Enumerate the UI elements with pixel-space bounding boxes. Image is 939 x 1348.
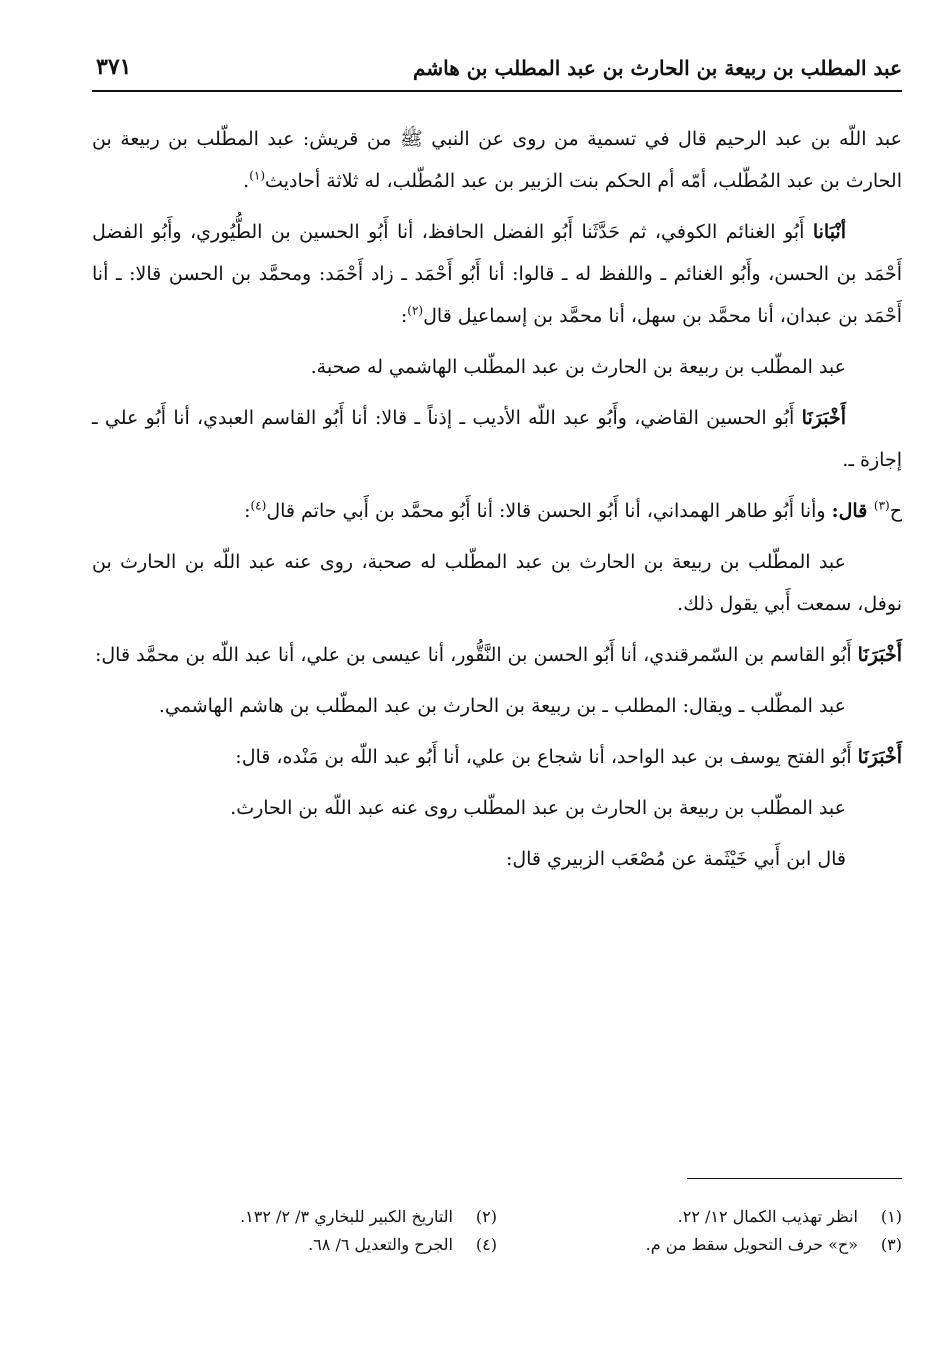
paragraph <box>92 838 902 880</box>
footnote-marker: (٤) <box>250 498 267 513</box>
chain-keyword: أَخْبَرَنَا <box>801 407 846 429</box>
page-number: ٣٧١ <box>96 54 132 80</box>
footnote-text: انظر تهذيب الكمال ١٢/ ٢٢. <box>677 1207 858 1226</box>
footnote-number: (١) <box>880 1207 902 1226</box>
paragraph-text: عبد المطّلب ـ ويقال: المطلب ـ بن ربيعة بن الحارث بن عبد المطّلب بن هاشم الهاشمي. <box>158 695 846 717</box>
paragraph-text: أَبُو الغنائم الكوفي، ثم حَدَّثَنا أَبُو الفضل الحافظ، أنا أَبُو الحسين بن الطُّيُوري، وأَبُو الفضل أَحْمَد بن الحسن، وأَبُو الغنائم ـ واللفظ له ـ قالوا: أنا أَبُو أَحْمَد ـ زاد أَحْمَد: ومحمَّد بن الحسن قالا: ـ أنا أَحْمَد بن عبدان، أنا محمَّد بن سهل، أنا محمَّد بن إسماعيل قال <box>92 221 902 327</box>
footnote-item <box>92 1203 497 1231</box>
paragraph <box>92 118 902 202</box>
header-title: عبد المطلب بن ربيعة بن الحارث بن عبد المطلب بن هاشم <box>413 56 902 80</box>
paragraph-text: عبد المطّلب بن ربيعة بن الحارث بن عبد المطّلب روى عنه عبد اللّه بن الحارث. <box>230 797 846 819</box>
paragraph-text: أَبُو الحسين القاضي، وأَبُو عبد اللّه الأديب ـ إذناً ـ قالا: أنا أَبُو القاسم العبدي، أنا أَبُو علي ـ إجازة ـ. <box>92 407 902 471</box>
paragraph-text: قال ابن أَبي خَيْثَمة عن مُصْعَب الزبيري قال: <box>505 848 846 870</box>
footnote-item <box>497 1231 902 1259</box>
footnote-text: الجرح والتعديل ٦/ ٦٨. <box>308 1235 453 1254</box>
paragraph <box>92 346 902 388</box>
paragraph <box>92 397 902 481</box>
paragraph <box>92 634 902 676</box>
paragraph <box>92 736 902 778</box>
paragraph-text: ح <box>889 500 902 522</box>
footnote-marker: (٣) <box>873 498 890 513</box>
footnote-number: (٤) <box>475 1235 497 1254</box>
paragraph-text: أَبُو القاسم بن السّمرقندي، أنا أَبُو الحسن بن النَّقُّور، أنا عيسى بن علي، أنا عبد اللّه بن محمَّد قال: <box>94 644 858 666</box>
paragraph-text: : <box>400 305 408 327</box>
footnote-list <box>92 1203 902 1259</box>
chain-keyword: أَخْبَرَنَا <box>857 644 902 666</box>
running-header <box>92 46 902 92</box>
paragraph <box>92 211 902 337</box>
paragraph-text: عبد المطّلب بن ربيعة بن الحارث بن عبد المطّلب الهاشمي له صحبة. <box>310 356 846 378</box>
footnote-separator <box>687 1178 902 1179</box>
paragraph-text: عبد المطّلب بن ربيعة بن الحارث بن عبد المطّلب له صحبة، روى عنه عبد اللّه بن الحارث بن نوفل، سمعت أَبي يقول ذلك. <box>92 551 902 615</box>
paragraph-text: . <box>243 170 250 192</box>
chain-keyword: قال: <box>831 500 874 522</box>
paragraph <box>92 787 902 829</box>
footnote-item <box>497 1203 902 1231</box>
footnote-text: «ح» حرف التحويل سقط من م. <box>645 1235 858 1254</box>
footnote-number: (٣) <box>880 1235 902 1254</box>
footnote-item <box>92 1231 497 1259</box>
paragraph <box>92 490 902 532</box>
paragraph-text: أَبُو الفتح يوسف بن عبد الواحد، أنا شجاع بن علي، أنا أَبُو عبد اللّه بن مَنْده، قال: <box>235 746 858 768</box>
footnote-number: (٢) <box>475 1207 497 1226</box>
paragraph-text: عبد اللّه بن عبد الرحيم قال في تسمية من روى عن النبي ﷺ من قريش: عبد المطّلب بن ربيعة بن الحارث بن عبد المُطّلب، أمّه أم الحكم بنت الزبير بن عبد المُطّلب، له ثلاثة أحاديث <box>92 128 902 192</box>
paragraph-text: وأنا أَبُو طاهر الهمداني، أنا أَبُو الحسن قالا: أنا أَبُو محمَّد بن أَبي حاتم قال <box>266 500 832 522</box>
paragraph <box>92 541 902 625</box>
paragraph <box>92 685 902 727</box>
chain-keyword: أَخْبَرَنَا <box>857 746 902 768</box>
footnote-marker: (٢) <box>407 303 424 318</box>
footnote-marker: (١) <box>249 168 266 183</box>
paragraph-text: : <box>244 500 251 522</box>
footnote-text: التاريخ الكبير للبخاري ٣/ ٢/ ١٣٢. <box>240 1207 453 1226</box>
chain-keyword: أنْبَانا <box>812 221 846 243</box>
main-text <box>92 118 902 889</box>
